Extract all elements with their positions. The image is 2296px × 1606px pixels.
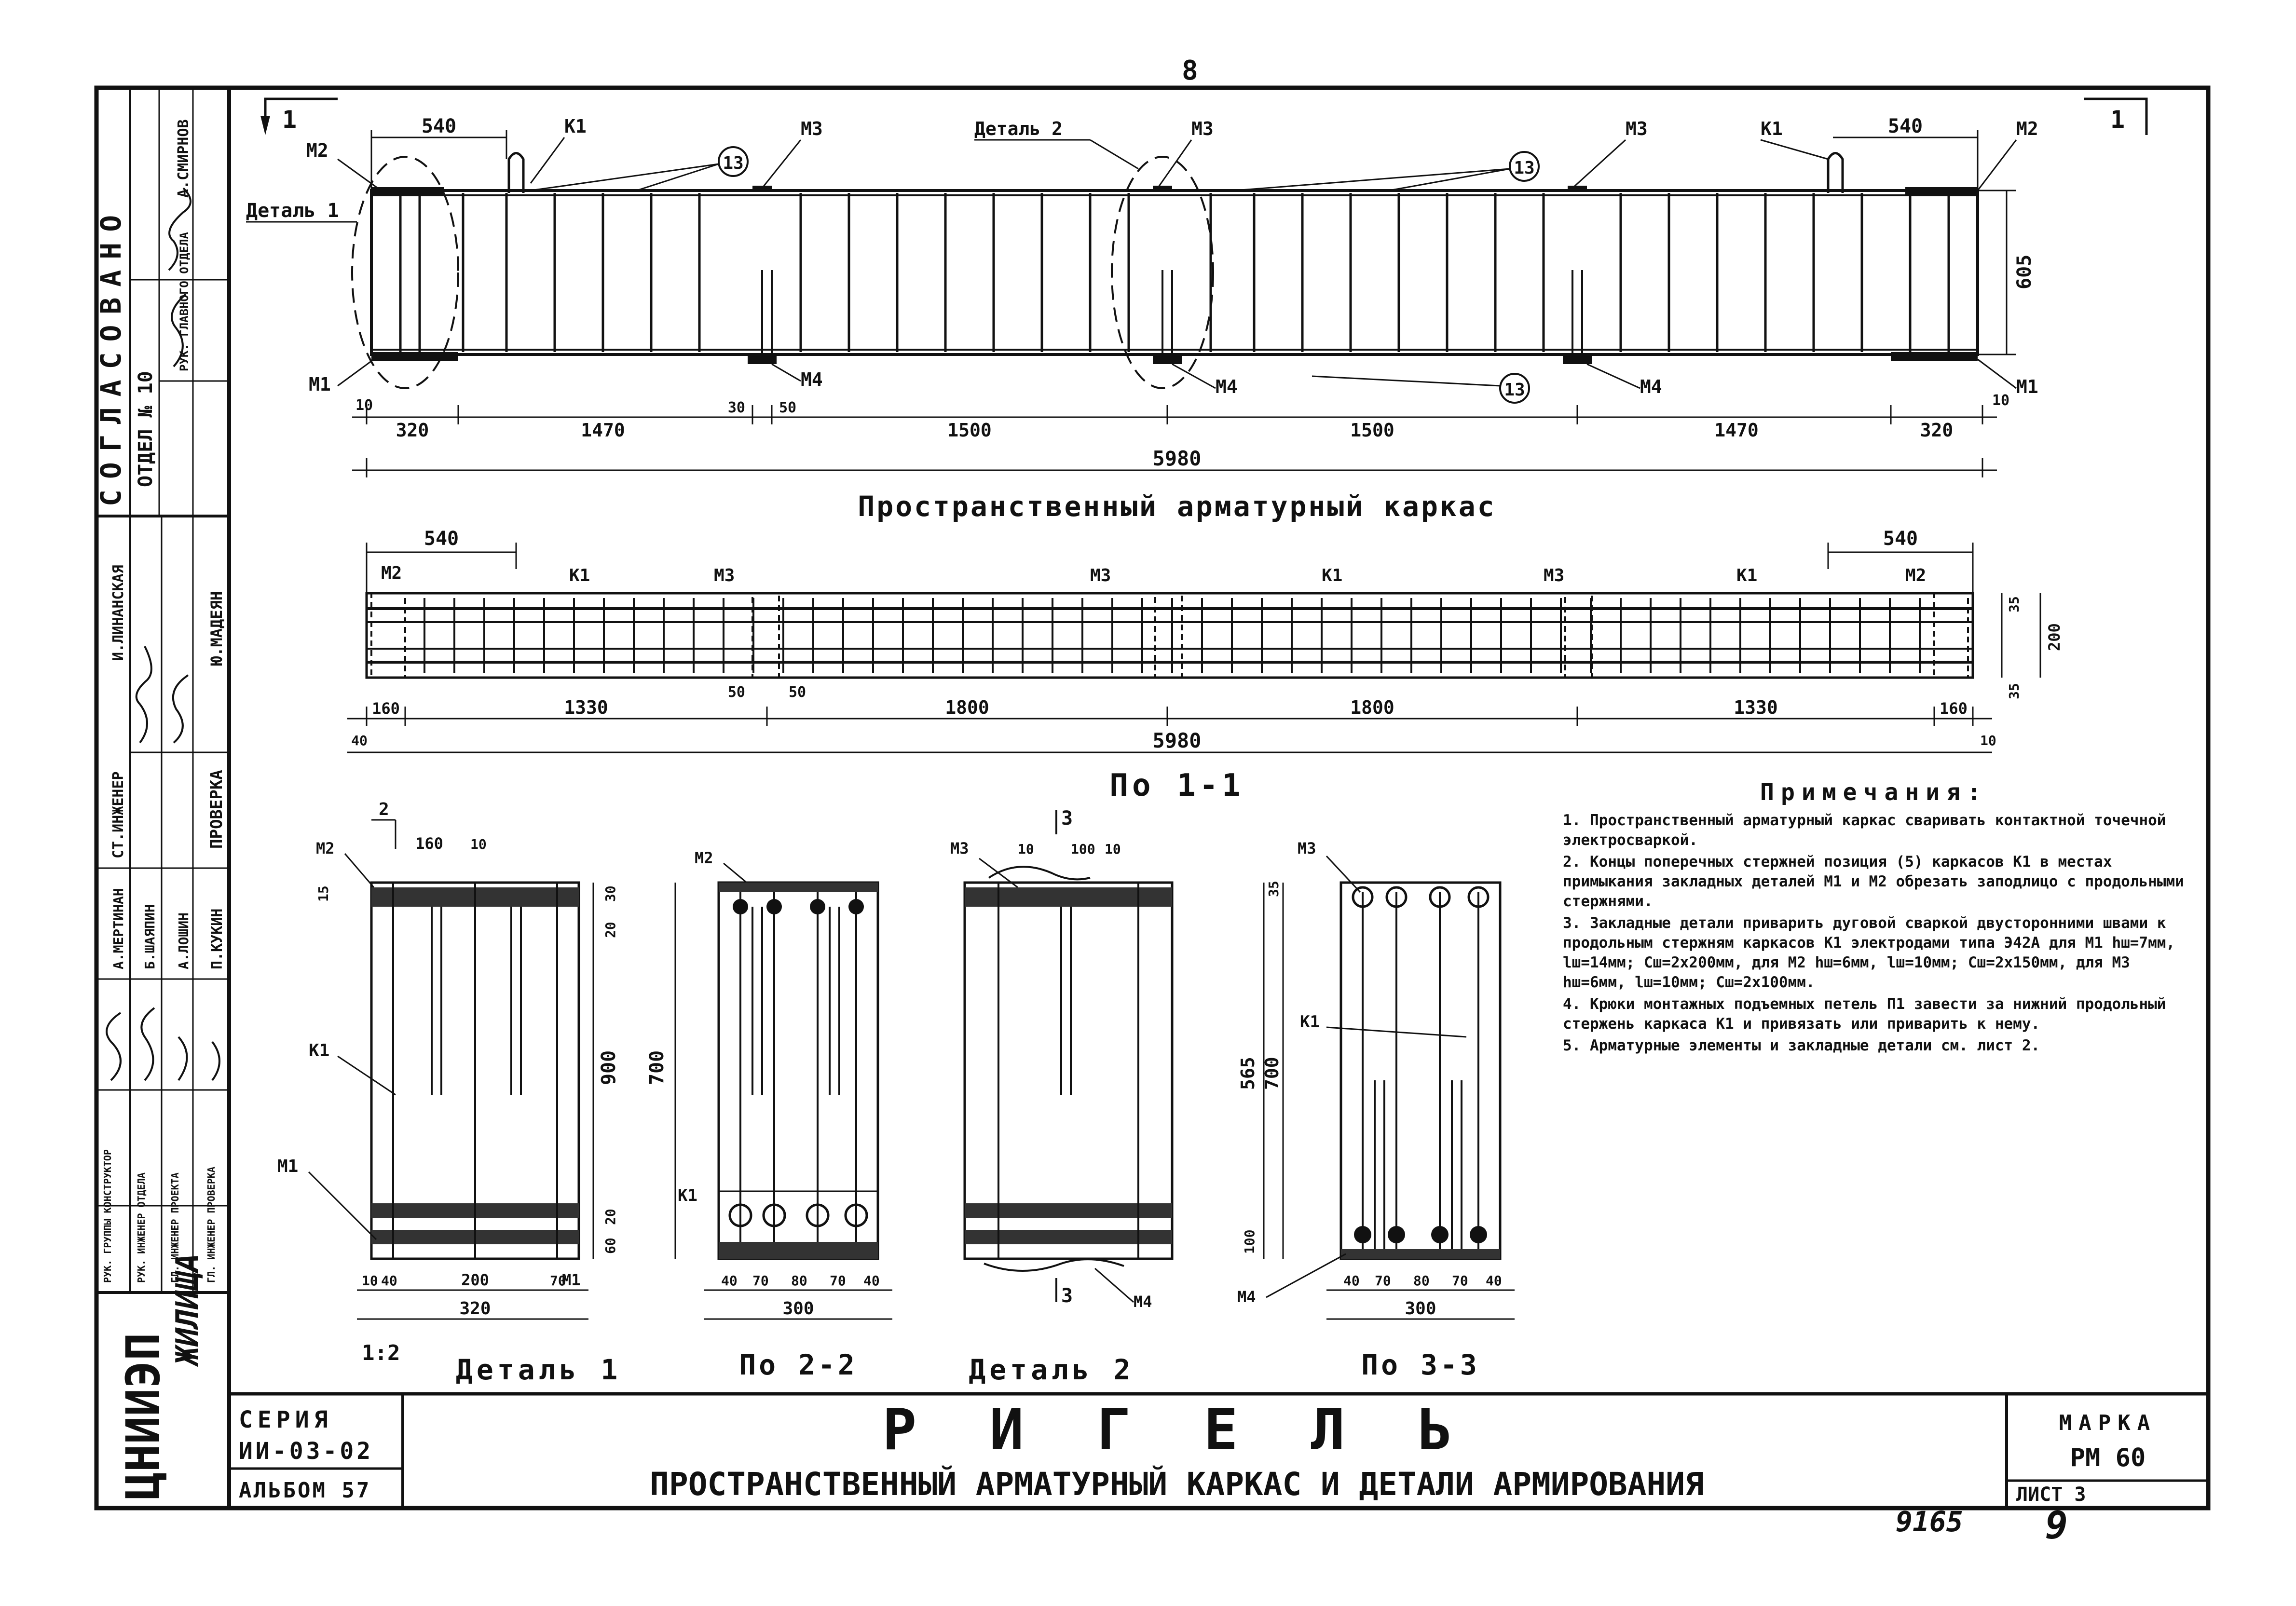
- dim-text: 700: [646, 1050, 668, 1085]
- approval-dept: ОТДЕЛ № 10: [135, 371, 157, 487]
- dim-text: 50: [779, 399, 797, 416]
- label-m4: М4: [1216, 376, 1238, 397]
- dim-text: 40: [863, 1273, 880, 1289]
- dim-text: 70: [1375, 1273, 1391, 1289]
- label-m2: М2: [1905, 566, 1927, 585]
- dim-text: 70: [550, 1273, 566, 1289]
- institute-name: ЖИЛИЩА: [170, 1253, 205, 1365]
- dim-text: 35: [2006, 683, 2022, 699]
- page-number-bottom: 9: [2045, 1504, 2068, 1548]
- dim-text: 35: [2006, 596, 2022, 612]
- label-k1: К1: [1322, 566, 1343, 585]
- institute-logo: ЦНИИЭП: [116, 1333, 170, 1500]
- dim-text: 20: [602, 1209, 618, 1225]
- series-label: СЕРИЯ: [239, 1406, 333, 1433]
- pos-13: 13: [1514, 158, 1535, 178]
- label-m2: М2: [316, 839, 335, 857]
- sidebar-top-name-0: А.СМИРНОВ: [175, 119, 192, 198]
- dim-text: 565: [1237, 1057, 1258, 1090]
- label-m3: М3: [1191, 118, 1214, 139]
- note-item: 3. Закладные детали приварить дуговой сваркой двусторонними швами к продольным стержням каркасов К1 электродами типа Э42А для М1 hш=7мм, lш=14мм; Сш=2х200мм, для М2 hш=6мм, lш=10мм; Сш=2х150мм, для М3 hш=6мм, lш=10мм; Сш=2х100мм.: [1563, 914, 2175, 991]
- label-detail1: Деталь 1: [246, 200, 339, 222]
- note-item: 5. Арматурные элементы и закладные детали см. лист 2.: [1563, 1037, 2040, 1054]
- dim-text: 200: [2045, 623, 2064, 651]
- label-m3: М3: [1626, 118, 1648, 139]
- dim-text: 10: [1992, 392, 2010, 409]
- section-2-2: [646, 849, 892, 1381]
- detail-1: [277, 800, 621, 1386]
- drawing-subtitle: ПРОСТРАНСТВЕННЫЙ АРМАТУРНЫЙ КАРКАС И ДЕТАЛИ АРМИРОВАНИЯ: [650, 1466, 1704, 1503]
- dim-text: 10: [362, 1273, 378, 1289]
- section-3-3: [1237, 839, 1515, 1381]
- label-m1: М1: [562, 1271, 581, 1289]
- dim-text: 40: [1343, 1273, 1360, 1289]
- sidebar-mid-name-1: Ю.МАДЕЯН: [207, 591, 226, 666]
- label-m2: М2: [381, 563, 402, 583]
- dim-text: 1470: [1714, 420, 1759, 441]
- plan-view: [347, 528, 2064, 803]
- label-m3: М3: [1544, 566, 1565, 585]
- sheet-label: ЛИСТ 3: [2016, 1484, 2086, 1506]
- d2-section-mark: 3: [1061, 1285, 1073, 1307]
- sidebar-name-2: А.ЛОШИН: [176, 912, 191, 969]
- label-m3: М3: [1298, 839, 1316, 857]
- dim-text: 1470: [581, 420, 625, 441]
- s22-caption: По 2-2: [739, 1348, 858, 1381]
- label-m4: М4: [1134, 1293, 1152, 1311]
- album-label: АЛЬБОМ 57: [239, 1478, 371, 1503]
- dim-text: 100: [1071, 841, 1095, 857]
- label-m4: М4: [1640, 376, 1662, 397]
- dim-text: 10: [1105, 841, 1121, 857]
- frame-caption: Пространственный арматурный каркас: [858, 490, 1496, 523]
- dim-text: 40: [1486, 1273, 1502, 1289]
- dim-text: 10: [1018, 841, 1034, 857]
- sidebar-name-0: А.МЕРТИНАН: [110, 888, 126, 969]
- dim-text: 50: [789, 684, 806, 701]
- pos-13: 13: [1504, 380, 1525, 400]
- dim-total: 5980: [1152, 447, 1202, 470]
- dim-text: 1330: [564, 697, 608, 718]
- label-p1: К1: [564, 116, 587, 137]
- frame-elevation: [246, 99, 2146, 523]
- dim-text: 320: [396, 420, 429, 441]
- approval-sidebar: [95, 88, 229, 1500]
- sidebar-mid-name-0: И.ЛИНАНСКАЯ: [110, 565, 127, 661]
- dim-text: 540: [421, 115, 457, 137]
- note-item: 1. Пространственный арматурный каркас сваривать контактной точечной электросваркой.: [1563, 812, 2166, 849]
- dim-text: 1800: [945, 697, 989, 718]
- plan-caption: По 1-1: [1109, 768, 1244, 803]
- label-m2: М2: [2016, 118, 2038, 139]
- dim-text: 1330: [1734, 697, 1778, 718]
- pos-13: 13: [723, 153, 744, 173]
- dim-text: 200: [461, 1271, 489, 1289]
- dim-text: 160: [372, 699, 400, 718]
- label-m3: М3: [950, 839, 969, 857]
- dim-text: 80: [1413, 1273, 1430, 1289]
- dim-text: 320: [1920, 420, 1954, 441]
- label-m4: М4: [801, 369, 823, 390]
- dim-text: 20: [602, 922, 618, 938]
- dim-text: 1800: [1350, 697, 1394, 718]
- label-m1: М1: [309, 374, 331, 395]
- section-mark-left: 1: [282, 106, 297, 134]
- sidebar-name-1: Б.ШАЯПИН: [142, 904, 158, 969]
- dim-text: 300: [782, 1299, 814, 1319]
- dim-total: 5980: [1152, 729, 1202, 752]
- label-m2: М2: [306, 140, 328, 161]
- frame-stirrups: [400, 193, 1949, 352]
- label-k1: К1: [1300, 1012, 1320, 1032]
- label-k1: К1: [1736, 566, 1758, 585]
- dim-text: 70: [830, 1273, 846, 1289]
- dim-text: 40: [721, 1273, 738, 1289]
- title-block: [229, 1394, 2208, 1508]
- dim-text: 540: [424, 528, 459, 550]
- sidebar-name-3: П.КУКИН: [209, 908, 226, 969]
- dim-text: 60: [602, 1238, 618, 1254]
- dim-text: 30: [602, 885, 618, 902]
- dim-text: 320: [459, 1299, 491, 1319]
- dim-text: 10: [1980, 733, 1996, 749]
- dim-text: 35: [1266, 881, 1282, 897]
- label-m1: М1: [2016, 376, 2038, 397]
- mark-value: РМ 60: [2070, 1443, 2146, 1472]
- mark-label: МАРКА: [2059, 1411, 2157, 1435]
- dim-text: 10: [470, 836, 487, 852]
- dim-text: 540: [1883, 528, 1918, 550]
- drawing-title: Р И Г Е Л Ь: [882, 1396, 1472, 1463]
- detail-2: [950, 807, 1172, 1386]
- sidebar-position-2: ГЛ. ИНЖЕНЕР ПРОЕКТА: [169, 1172, 181, 1283]
- approval-title: СОГЛАСОВАНО: [95, 204, 127, 506]
- dim-text: 10: [355, 397, 373, 414]
- dim-text: 1500: [947, 420, 992, 441]
- d2-caption: Деталь 2: [969, 1353, 1134, 1386]
- label-m1: М1: [277, 1157, 299, 1176]
- label-m3: М3: [801, 118, 823, 139]
- sidebar-role-0: СТ.ИНЖЕНЕР: [110, 771, 127, 858]
- signature: [107, 1008, 219, 1080]
- section-mark-right: 1: [2110, 106, 2125, 134]
- sidebar-top-name-1: РУК. ГЛАВНОГО ОТДЕЛА: [178, 232, 191, 371]
- sheet-code: 9165: [1896, 1505, 1963, 1538]
- d1-top-mark: 2: [379, 800, 389, 819]
- dim-text: 900: [598, 1050, 620, 1085]
- dim-text: 40: [381, 1273, 397, 1289]
- sidebar-role-1: ПРОВЕРКА: [207, 770, 226, 849]
- d1-caption: Деталь 1: [456, 1353, 622, 1386]
- label-k1: К1: [309, 1041, 330, 1061]
- dim-text: 50: [727, 684, 745, 701]
- sidebar-position-3: ГЛ. ИНЖЕНЕР ПРОВЕРКА: [205, 1167, 217, 1283]
- label-p1: К1: [1761, 118, 1783, 139]
- label-k1: К1: [678, 1186, 697, 1205]
- dim-text: 540: [1887, 115, 1923, 137]
- label-m3: М3: [714, 566, 735, 585]
- dim-text: 40: [351, 733, 368, 749]
- notes-block: [1563, 779, 2185, 1056]
- label-detail2: Деталь 2: [974, 118, 1063, 139]
- note-item: 2. Концы поперечных стержней позиция (5) каркасов К1 в местах примыкания закладных деталей М1 и М2 обрезать заподлицо с продольными стержнями.: [1563, 853, 2184, 910]
- dim-text: 70: [752, 1273, 769, 1289]
- label-m2: М2: [695, 849, 713, 867]
- dim-text: 700: [1261, 1057, 1283, 1090]
- dim-text: 300: [1405, 1299, 1436, 1319]
- dim-height: 605: [2013, 254, 2036, 289]
- sidebar-position-0: РУК. ГРУППЫ КОНСТРУКТОР: [102, 1149, 113, 1283]
- dim-text: 70: [1452, 1273, 1468, 1289]
- sidebar-position-1: РУК. ИНЖЕНЕР ОТДЕЛА: [136, 1172, 147, 1283]
- d2-section-mark: 3: [1061, 807, 1073, 830]
- dim-text: 30: [727, 399, 745, 416]
- dim-text: 80: [791, 1273, 807, 1289]
- s33-caption: По 3-3: [1361, 1348, 1480, 1381]
- dim-text: 160: [1940, 699, 1968, 718]
- notes-heading: Примечания:: [1760, 779, 1988, 806]
- label-m3: М3: [1090, 566, 1111, 585]
- dim-text: 15: [315, 885, 331, 902]
- label-k1: К1: [569, 566, 590, 585]
- dim-text: 160: [415, 834, 443, 853]
- note-item: 4. Крюки монтажных подъемных петель П1 завести за нижний продольный стержень каркаса К1 и привязать или приварить к нему.: [1563, 995, 2166, 1033]
- series-value: ИИ-03-02: [239, 1438, 374, 1465]
- label-m4: М4: [1237, 1288, 1256, 1306]
- dim-text: 100: [1242, 1229, 1257, 1254]
- dim-text: 1500: [1350, 420, 1394, 441]
- page-number-top: 8: [1182, 55, 1198, 86]
- d1-scale: 1:2: [362, 1341, 400, 1365]
